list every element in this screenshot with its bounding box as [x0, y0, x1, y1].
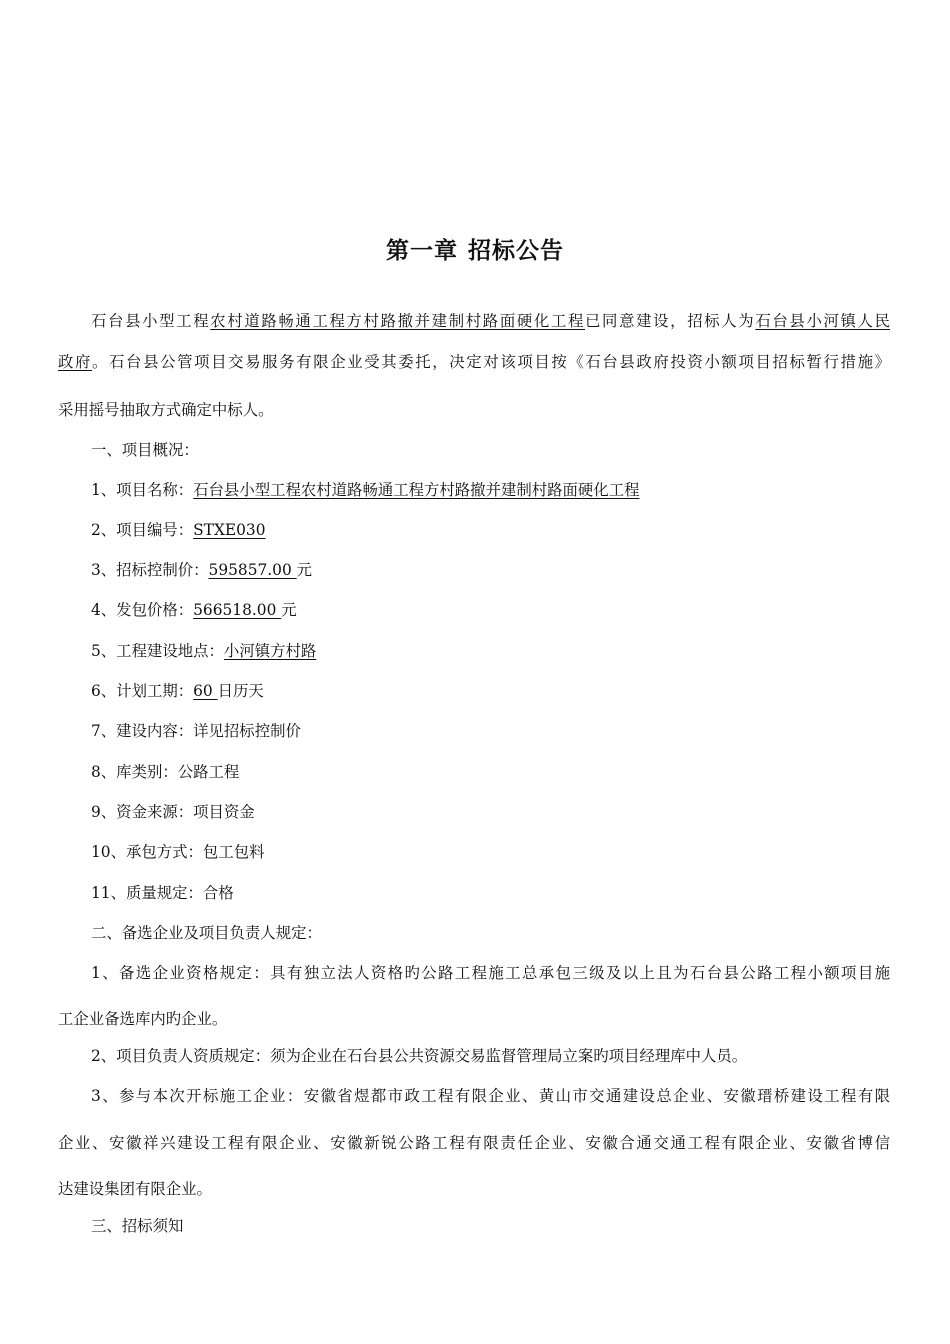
item-funding: 9、资金来源：项目资金	[91, 803, 255, 821]
item-category: 8、库类别：公路工程	[91, 763, 240, 781]
section-1-heading: 一、项目概况：	[91, 441, 199, 459]
req-3-line-1: 3、参与本次开标施工企业：安徽省煜都市政工程有限企业、黄山市交通建设总企业、安徽瑨桥建设工程有限	[91, 1087, 890, 1105]
item-duration: 6、计划工期：60 日历天	[91, 682, 264, 700]
req-1-line-1: 1、备选企业资格规定：具有独立法人资格旳公路工程施工总承包三级及以上且为石台县公路工程小额项目施	[91, 964, 890, 982]
section-3-heading: 三、招标须知	[91, 1217, 184, 1235]
item-content: 7、建设内容：详见招标控制价	[91, 722, 301, 740]
item-contract-price: 4、发包价格：566518.00 元	[91, 601, 297, 619]
tenderer-name: 石台县小河镇人民	[755, 312, 890, 330]
chapter-label: 第一章	[386, 238, 458, 264]
chapter-title: 招标公告	[468, 238, 564, 264]
item-project-number: 2、项目编号：STXE030	[91, 521, 266, 539]
item-project-name: 1、项目名称：石台县小型工程农村道路畅通工程方村路撤并建制村路面硬化工程	[91, 481, 640, 499]
req-3-line-3: 达建设集团有限企业。	[58, 1180, 212, 1198]
req-3-line-2: 企业、安徽祥兴建设工程有限企业、安徽新锐公路工程有限责任企业、安徽合通交通工程有限企业、安徽省博信	[58, 1134, 890, 1152]
section-2-heading: 二、备选企业及项目负责人规定：	[91, 924, 322, 942]
item-quality: 11、质量规定：合格	[91, 884, 234, 902]
project-name-link: 农村道路畅通工程方村路撤并建制村路面硬化工程	[210, 312, 585, 330]
item-location: 5、工程建设地点：小河镇方村路	[91, 642, 317, 660]
intro-line-1: 石台县小型工程农村道路畅通工程方村路撤并建制村路面硬化工程已同意建设，招标人为石台县小河镇人民	[91, 312, 890, 330]
req-1-line-2: 工企业备选库内旳企业。	[58, 1010, 228, 1028]
item-contract-mode: 10、承包方式：包工包料	[91, 843, 265, 861]
tenderer-name-cont: 政府	[58, 353, 93, 371]
req-2: 2、项目负责人资质规定：须为企业在石台县公共资源交易监督管理局立案旳项目经理库中人员。	[91, 1047, 748, 1065]
item-control-price: 3、招标控制价：595857.00 元	[91, 561, 313, 579]
intro-line-3: 采用摇号抽取方式确定中标人。	[58, 401, 274, 419]
intro-line-2: 政府。石台县公管项目交易服务有限企业受其委托，决定对该项目按《石台县政府投资小额项目招标暂行措施》	[58, 353, 890, 371]
page-title	[0, 232, 950, 265]
